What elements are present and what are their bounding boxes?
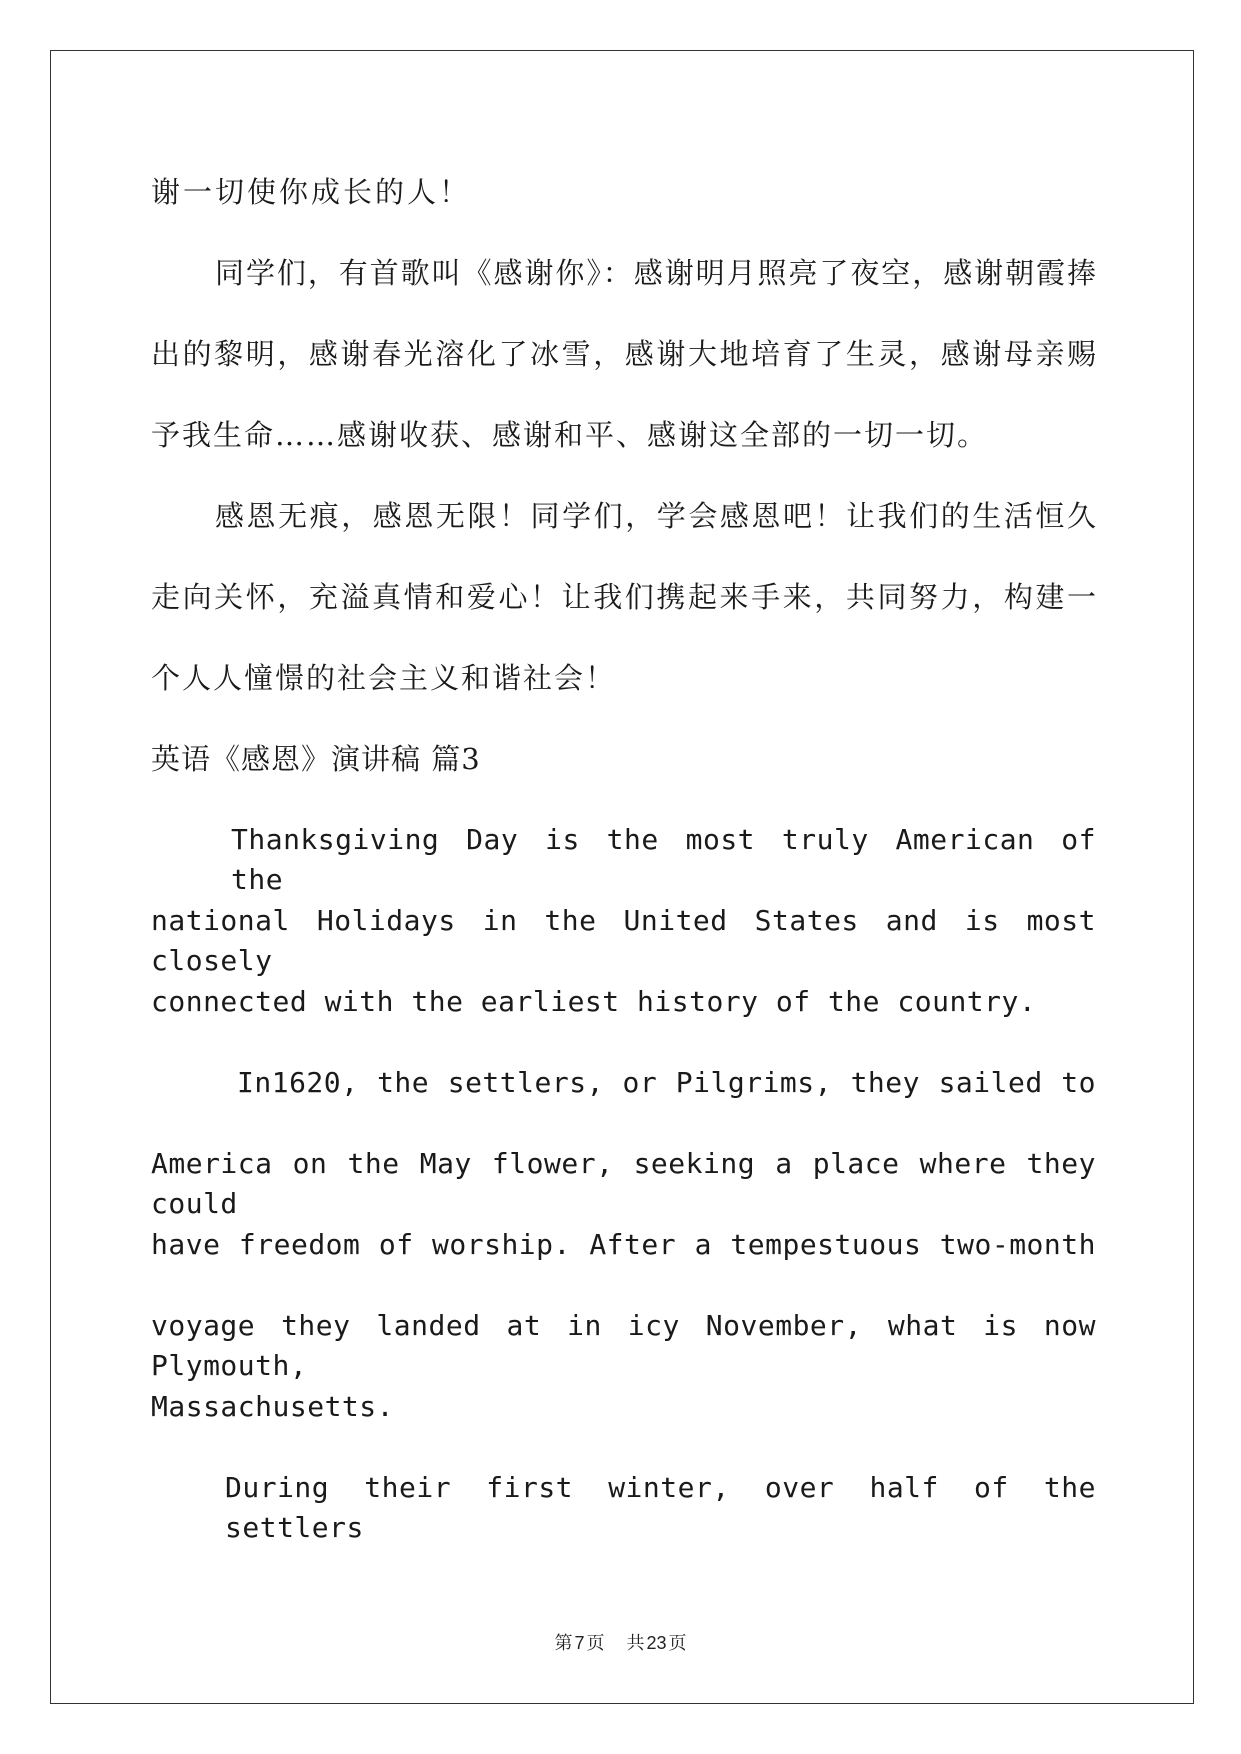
text-line: Thanksgiving Day is the most truly American of the bbox=[231, 823, 1096, 896]
footer-total-prefix: 共 bbox=[626, 1633, 645, 1654]
text-line: America on the May flower, seeking a place where they could bbox=[151, 1147, 1096, 1220]
text-line: During their first winter, over half of the settlers bbox=[225, 1471, 1096, 1544]
text-line: 感恩无痕，感恩无限！同学们，学会感恩吧！让我们的生活恒久 bbox=[215, 499, 1096, 533]
text-line: have freedom of worship. After a tempestuous two-month bbox=[151, 1228, 1096, 1261]
footer-total-pages: 23 bbox=[646, 1633, 667, 1653]
text-line: 同学们，有首歌叫《感谢你》：感谢明月照亮了夜空，感谢朝霞捧 bbox=[215, 256, 1096, 290]
text-line: national Holidays in the United States and is most closely bbox=[151, 904, 1096, 977]
text-line: 出的黎明，感谢春光溶化了冰雪，感谢大地培育了生灵，感谢母亲赐 bbox=[151, 337, 1096, 371]
footer-page-prefix: 第 bbox=[554, 1633, 573, 1654]
text-line: 个人人憧憬的社会主义和谐社会！ bbox=[151, 661, 617, 695]
section-heading: 英语《感恩》演讲稿 篇3 bbox=[151, 742, 481, 776]
footer-page-number: 7 bbox=[574, 1633, 585, 1653]
text-line: 谢一切使你成长的人！ bbox=[151, 175, 472, 209]
text-line: voyage they landed at in icy November, what is now Plymouth, bbox=[151, 1309, 1096, 1382]
text-line: connected with the earliest history of the country. bbox=[151, 985, 1037, 1018]
footer-total-unit: 页 bbox=[668, 1633, 687, 1654]
page-footer bbox=[0, 1632, 1241, 1655]
text-line: 予我生命……感谢收获、感谢和平、感谢这全部的一切一切。 bbox=[151, 418, 989, 452]
footer-page-unit: 页 bbox=[586, 1633, 605, 1654]
text-line: In1620, the settlers, or Pilgrims, they sailed to bbox=[237, 1066, 1096, 1099]
text-line: 走向关怀，充溢真情和爱心！让我们携起来手来，共同努力，构建一 bbox=[151, 580, 1096, 614]
text-line: Massachusetts. bbox=[151, 1390, 395, 1423]
